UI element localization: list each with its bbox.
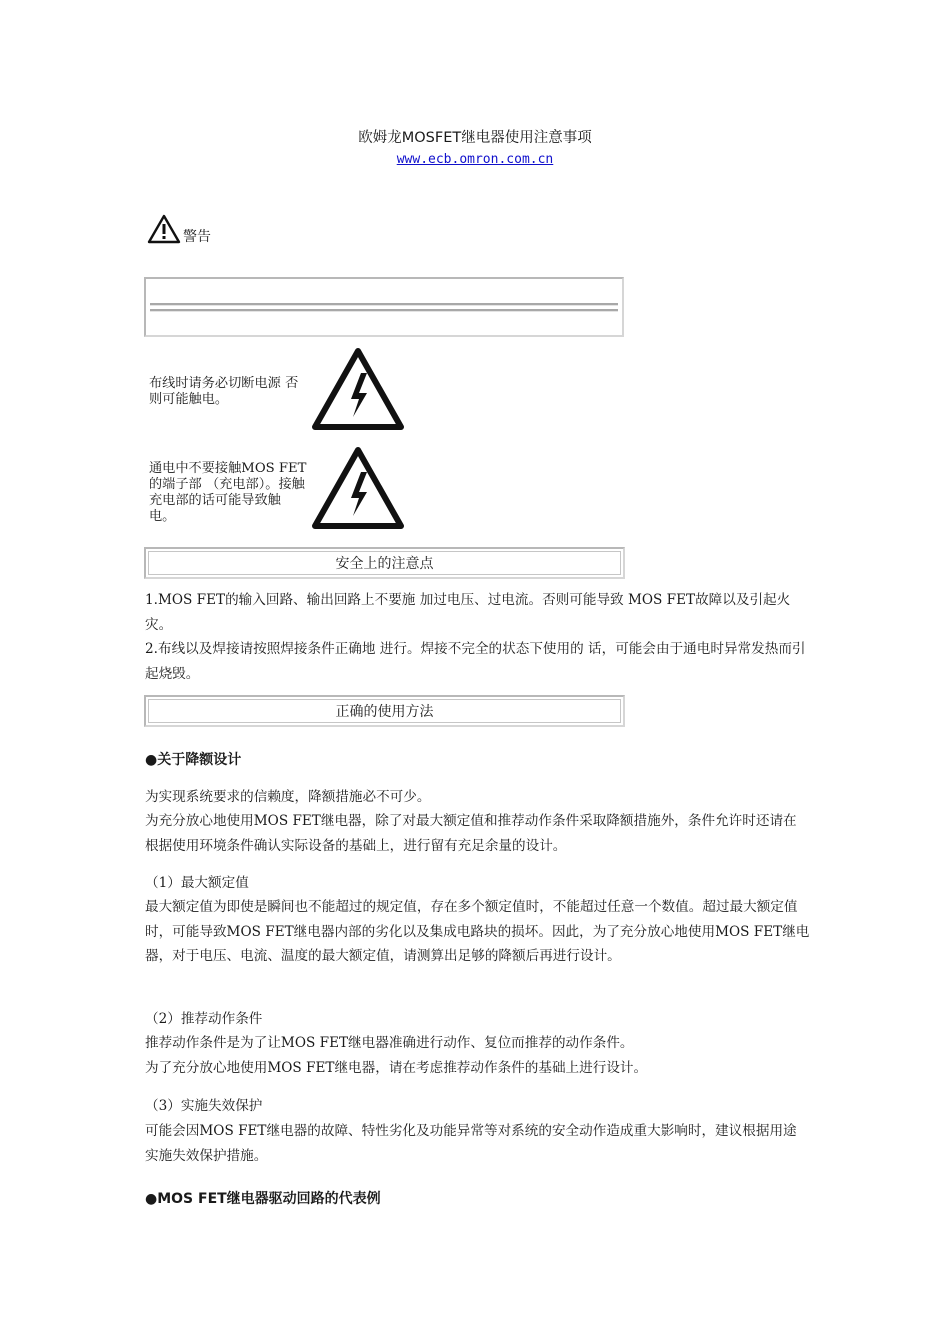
warning-triangle-icon (147, 214, 181, 244)
max-rating-body: 最大额定值为即使是瞬间也不能超过的规定值，存在多个额定值时，不能超过任意一个数值。超过最大额定值时，可能导致MOS FET继电器内部的劣化以及集成电路块的损坏。因此，为了充分放心地使用MOS FET继电器，对于电压、电流、温度的最大额定值，请测算出足够的降额后再进行设计。 (145, 899, 810, 964)
electric-shock-icon (311, 446, 405, 530)
document-title: 欧姆龙MOSFET继电器使用注意事项 (358, 130, 592, 146)
derating-heading: ●关于降额设计 (145, 752, 242, 768)
safety-header-box (144, 547, 625, 579)
derating-paragraph-1: 为实现系统要求的信赖度，降额措施必不可少。 (145, 789, 431, 805)
electric-shock-icon (311, 347, 405, 431)
usage-heading: 正确的使用方法 (148, 699, 621, 723)
recommended-conditions-title: （2）推荐动作条件 (145, 1011, 263, 1027)
derating-paragraph-2: 为充分放心地使用MOS FET继电器，除了对最大额定值和推荐动作条件采取降额措施外，条件允许时还请在根据使用环境条件确认实际设备的基础上，进行留有充足余量的设计。 (145, 813, 797, 854)
frame-divider (150, 303, 618, 306)
failsafe-title: （3）实施失效保护 (145, 1098, 263, 1114)
warning-text-1: 布线时请务必切断电源 否则可能触电。 (149, 376, 299, 407)
failsafe-body: 可能会因MOS FET继电器的故障、特性劣化及功能异常等对系统的安全动作造成重大影响时，建议根据用途实施失效保护措施。 (145, 1123, 797, 1164)
frame-divider (150, 309, 618, 312)
warning-label: 警告 (183, 229, 211, 245)
warning-text-2: 通电中不要接触MOS FET的端子部 （充电部）。接触充电部的话可能导致触电。 (149, 461, 307, 524)
recommended-conditions-line-1: 推荐动作条件是为了让MOS FET继电器准确进行动作、复位而推荐的动作条件。 (145, 1035, 634, 1051)
safety-point-2: 2.布线以及焊接请按照焊接条件正确地 进行。焊接不完全的状态下使用的 话，可能会由于通电时异常发热而引起烧毁。 (145, 641, 806, 682)
max-rating-title: （1）最大额定值 (145, 875, 249, 891)
recommended-conditions-line-2: 为了充分放心地使用MOS FET继电器，请在考虑推荐动作条件的基础上进行设计。 (145, 1060, 648, 1076)
usage-header-box (144, 695, 625, 727)
warning-heading (147, 214, 211, 244)
safety-point-1: 1.MOS FET的输入回路、输出回路上不要施 加过电压、过电流。否则可能导致 MOS FET故障以及引起火灾。 (145, 592, 791, 633)
circuit-example-heading: ●MOS FET继电器驱动回路的代表例 (145, 1191, 381, 1207)
warning-frame (144, 277, 624, 337)
website-link[interactable]: www.ecb.omron.com.cn (396, 152, 554, 167)
safety-heading: 安全上的注意点 (148, 551, 621, 575)
